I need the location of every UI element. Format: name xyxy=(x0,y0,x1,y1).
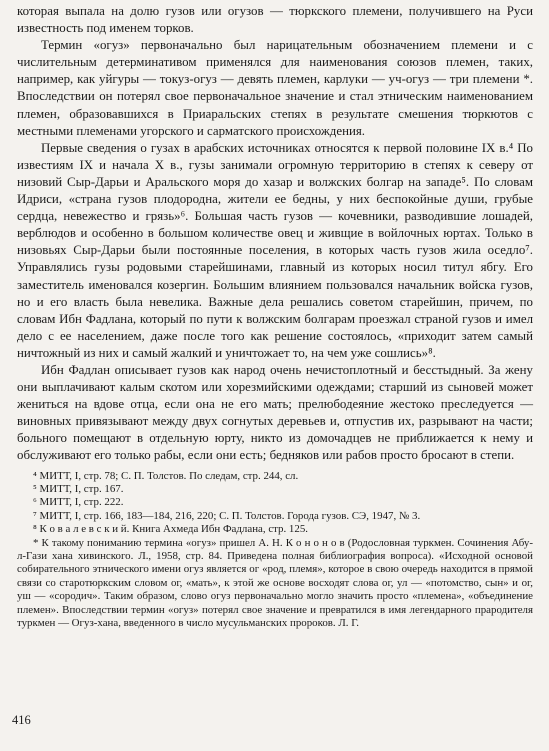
footnote-8: ⁸ К о в а л е в с к и й. Книга Ахмеда Ибн Фадлана, стр. 125. xyxy=(33,523,308,536)
footnote-asterisk: * К такому пониманию термина «огуз» пришел А. Н. К о н о н о в (Родословная туркмен. Сочинения Абу-л-Гази хана хивинского. Л., 1958, стр. 84. Приведена полная библиография вопроса). «Исходной основой собирательного этнического имени огуз является ог «род, племя», которое в свою очередь находится в прямой связи со старотюркским словом ог, «мать», к этой же основе восходят слова ог, ул — «потомство, сын» и ог, уш — «сородич». Таким образом, слово огуз первоначально могло значить просто «племена», «объединение племен». Впоследствии термин «огуз» потерял свое значение и превратился в имя легендарного прародителя туркмен — Огуз-хана, введенного в число мусульманских пророков. Л. Г. xyxy=(17,536,533,629)
paragraph-1: которая выпала на долю гузов или огузов — тюркского племени, получившего на Руси известность под именем торков. xyxy=(17,4,533,36)
footnote-6: ⁶ МИТТ, I, стр. 222. xyxy=(33,496,124,509)
footnote-7: ⁷ МИТТ, I, стр. 166, 183—184, 216, 220; С. П. Толстов. Города гузов. СЭ, 1947, № 3. xyxy=(33,509,421,522)
footnote-5: ⁵ МИТТ, I, стр. 167. xyxy=(33,482,124,495)
paragraph-4: Ибн Фадлан описывает гузов как народ очень нечистоплотный и бесстыдный. За жену они выплачивают калым скотом или хорезмийскими одеждами; старший из сыновей может жениться на вдове отца, если она не его мать; прелюбодеяние жестоко преследуется — виновных привязывают между двух согнутых деревьев и, отпустив их, разрывают на части; больного помещают в отдельную юрту, никто из домочадцев не приближается к нему и обслуживают его только рабы, если они есть; бедняков или рабов просто бросают в степи. xyxy=(17,362,533,463)
footnotes xyxy=(17,470,533,631)
page-body xyxy=(17,3,533,630)
page-number: 416 xyxy=(12,713,31,727)
paragraph-2: Термин «огуз» первоначально был нарицательным обозначением племени и с числительным детерминативом применялся для наименования союзов племен, таких, например, как уйгуры — токуз-огуз — девять племен, карлуки — уч-огуз — три племени *. Впоследствии он потерял свое первоначальное значение и стал этническим наименованием племен, образовавшихся в Приаральских степях в результате смешения тюркютов с местными племенами угорского и сарматского происхождения. xyxy=(17,38,533,138)
paragraph-3: Первые сведения о гузах в арабских источниках относятся к первой половине IX в.⁴ По известиям IX и начала X в., гузы занимали огромную территорию в степях к северу от низовий Сыр-Дарьи и Аральского моря до хазар и волжских болгар на западе⁵. По словам Идриси, «страна гузов плодородна, жители ее бедны, у них беспокойные души, грубые сердца, невежество и грязь»⁶. Большая часть гузов — кочевники, разводившие лошадей, верблюдов и особенно в большом количестве овец и живщие в войлочных юртах. Только в низовьях Сыр-Дарьи были постоянные поселения, в которых часть гузов жила оседло⁷. Управлялись гузы родовыми старейшинами, главный из которых носил титул ябгу. Его заместитель именовался козергин. Большим влиянием пользовался начальник войска гузов, но и его власть была невелика. Важные дела решались советом старейшин, причем, по словам Ибн Фадлана, который по пути к волжским болгарам проезжал страной гузов и имел дело с ее населением, даже после того как решение состоялось, «приходит затем самый ничтожный из них и самый жалкий и уничтожает то, на чем уже сошлись»⁸. xyxy=(17,140,533,360)
footnote-4: ⁴ МИТТ, I, стр. 78; С. П. Толстов. По следам, стр. 244, сл. xyxy=(33,469,299,482)
